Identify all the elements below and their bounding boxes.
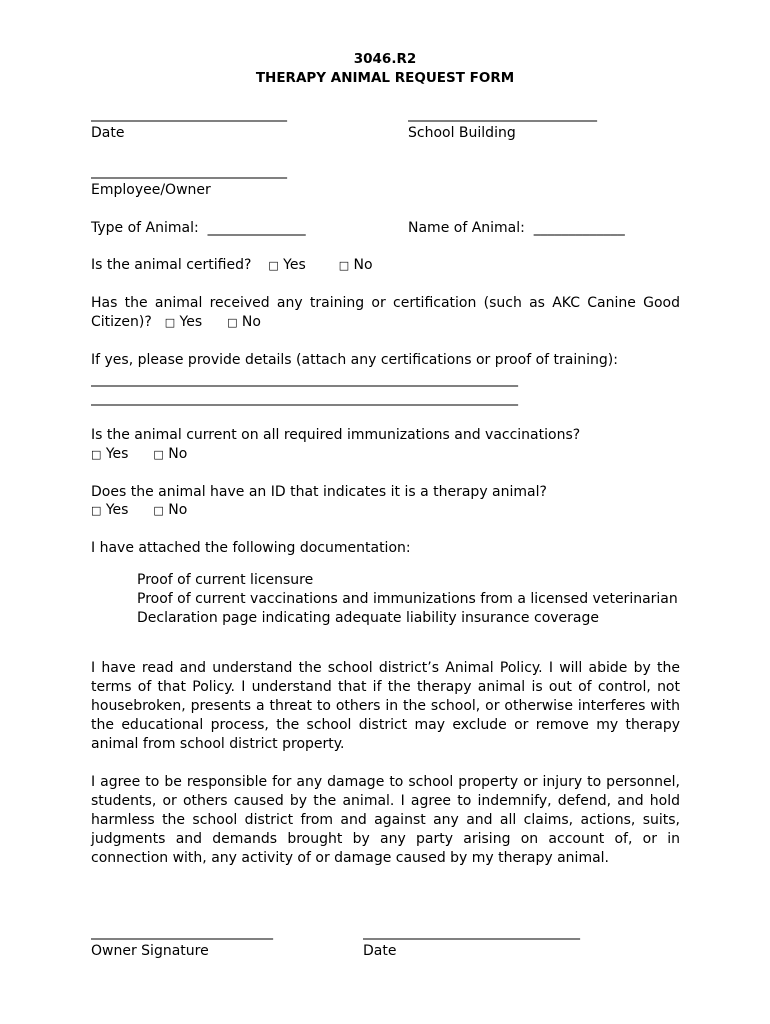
training-no-checkbox[interactable]: □ bbox=[227, 316, 238, 329]
details-line-1[interactable]: _____________________________________________________________ bbox=[91, 371, 518, 387]
documentation-item-insurance: Declaration page indicating adequate liability insurance coverage bbox=[137, 610, 599, 626]
signature-date-label: Date bbox=[363, 943, 397, 959]
id-question: Does the animal have an ID that indicates it is a therapy animal? bbox=[91, 484, 547, 500]
documentation-list bbox=[137, 571, 680, 628]
policy-paragraph: I have read and understand the school district’s Animal Policy. I will abide by the terms of that Policy. I understand that if the therapy animal is out of control, not housebroken, presents a threat to others in the school, or otherwise interferes with the educational process, the school district may exclude or remove my therapy animal from school district property. bbox=[91, 660, 680, 752]
form-code: 3046.R2 bbox=[353, 51, 417, 67]
documentation-item-licensure: Proof of current licensure bbox=[137, 572, 314, 588]
school-building-field[interactable]: ___________________________ bbox=[408, 106, 597, 122]
employee-owner-field[interactable]: ____________________________ bbox=[91, 163, 287, 179]
date-label: Date bbox=[91, 125, 125, 141]
immunizations-yes-label: Yes bbox=[105, 446, 129, 462]
name-of-animal-field[interactable]: _____________ bbox=[533, 220, 625, 236]
immunizations-question: Is the animal current on all required immunizations and vaccinations? bbox=[91, 427, 581, 443]
liability-paragraph: I agree to be responsible for any damage to school property or injury to personnel, students, or others caused by the animal. I agree to indemnify, defend, and hold harmless the school district from and against any and all claims, actions, suits, judgments and demands brought by any party arising on account of, or in connection with, any activity of or damage caused by my therapy animal. bbox=[91, 774, 680, 866]
employee-owner-label: Employee/Owner bbox=[91, 182, 211, 198]
certified-yes-checkbox[interactable]: □ bbox=[268, 259, 279, 272]
certified-yes-label: Yes bbox=[283, 257, 306, 273]
name-of-animal-row bbox=[408, 219, 625, 238]
training-yes-label: Yes bbox=[179, 314, 203, 330]
owner-signature-label: Owner Signature bbox=[91, 943, 209, 959]
training-no-label: No bbox=[241, 314, 261, 330]
signature-date-field[interactable]: _______________________________ bbox=[363, 924, 580, 940]
school-building-label: School Building bbox=[408, 125, 516, 141]
form-title: THERAPY ANIMAL REQUEST FORM bbox=[255, 70, 515, 86]
details-question: If yes, please provide details (attach any certifications or proof of training): bbox=[91, 352, 618, 368]
certified-no-label: No bbox=[353, 257, 373, 273]
id-yes-label: Yes bbox=[105, 502, 129, 518]
training-yes-checkbox[interactable]: □ bbox=[164, 316, 176, 329]
certified-no-checkbox[interactable]: □ bbox=[338, 259, 350, 272]
details-line-2[interactable]: _____________________________________________________________ bbox=[91, 390, 518, 406]
type-of-animal-field[interactable]: ______________ bbox=[207, 220, 306, 236]
id-options bbox=[91, 501, 187, 520]
type-of-animal-label: Type of Animal: bbox=[91, 220, 199, 236]
id-yes-checkbox[interactable]: □ bbox=[91, 504, 102, 517]
training-question-text: Has the animal received any training or certification (such as AKC Canine Good Citizen)? bbox=[91, 295, 680, 330]
training-question bbox=[91, 294, 680, 332]
id-no-label: No bbox=[168, 502, 188, 518]
type-of-animal-row bbox=[91, 219, 306, 238]
owner-signature-field[interactable]: __________________________ bbox=[91, 924, 273, 940]
name-of-animal-label: Name of Animal: bbox=[408, 220, 525, 236]
immunizations-no-checkbox[interactable]: □ bbox=[153, 448, 164, 461]
form-header bbox=[0, 50, 770, 88]
certified-question bbox=[91, 256, 373, 275]
immunizations-options bbox=[91, 445, 187, 464]
documentation-item-vaccinations: Proof of current vaccinations and immunizations from a licensed veterinarian bbox=[137, 591, 678, 607]
certified-question-text: Is the animal certified? bbox=[91, 257, 252, 273]
documentation-intro: I have attached the following documentation: bbox=[91, 540, 411, 556]
id-no-checkbox[interactable]: □ bbox=[153, 504, 164, 517]
date-field[interactable]: ____________________________ bbox=[91, 106, 287, 122]
immunizations-yes-checkbox[interactable]: □ bbox=[91, 448, 102, 461]
immunizations-no-label: No bbox=[168, 446, 188, 462]
